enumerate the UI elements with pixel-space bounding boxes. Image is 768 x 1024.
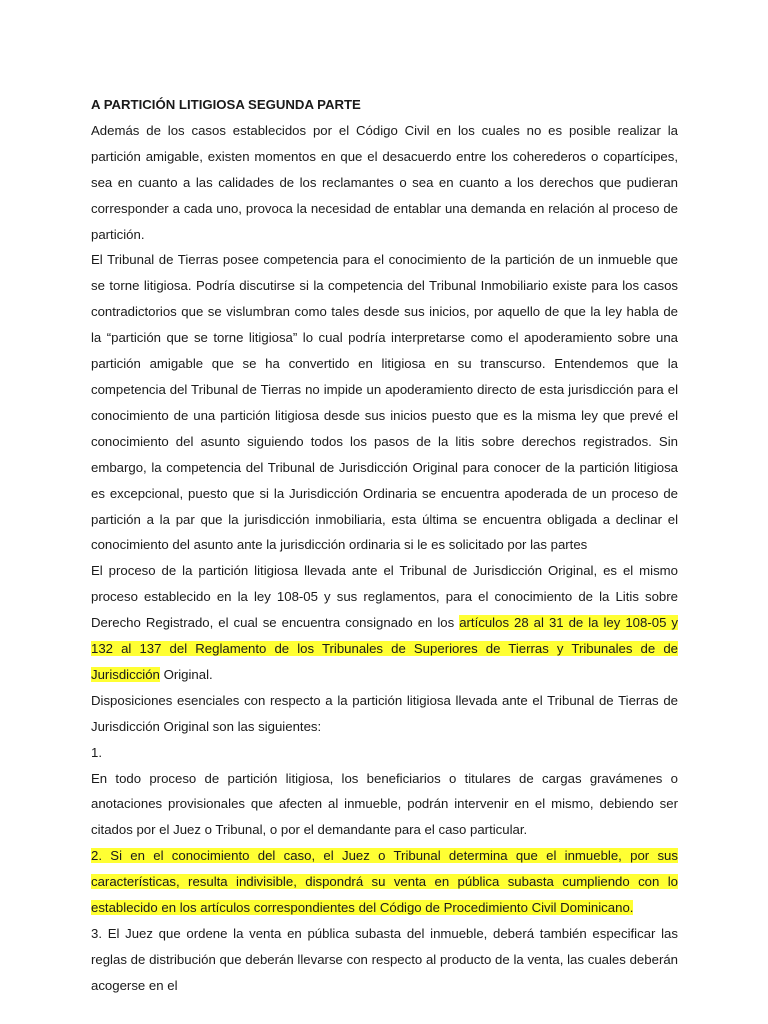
paragraph-3: [91, 558, 678, 688]
list-item-3-number: 3.: [91, 926, 102, 941]
list-item-3: [91, 921, 678, 999]
list-item-1-text: En todo proceso de partición litigiosa, los beneficiarios o titulares de cargas gravámenes o anotaciones provisionales que afecten al inmueble, podrán intervenir en el mismo, debiendo ser citados por el Juez o Tribunal, o por el demandante para el caso particular.: [91, 770, 678, 838]
list-item-2-number: 2.: [91, 848, 102, 864]
document-body: [91, 92, 678, 999]
paragraph-1: Además de los casos establecidos por el Código Civil en los cuales no es posible realizar la partición amigable, existen momentos en que el desacuerdo entre los coherederos o copartícipes, sea en cuanto a las calidades de los reclamantes o sea en cuanto a los derechos que pudieran corresponder a cada uno, provoca la necesidad de entablar una demanda en relación al proceso de partición.: [91, 122, 678, 242]
paragraph-2: El Tribunal de Tierras posee competencia para el conocimiento de la partición de un inmueble que se torne litigiosa. Podría discutirse si la competencia del Tribunal Inmobiliario existe para los casos contradictorios que se vislumbran como tales desde sus inicios, por aquello de que la ley habla de la “partición que se torne litigiosa” lo cual podría interpretarse como el apoderamiento sobre una partición amigable que se ha convertido en litigiosa en su transcurso. Entendemos que la competencia del Tribunal de Tierras no impide un apoderamiento directo de esta jurisdicción para el conocimiento de una partición litigiosa desde sus inicios puesto que es la misma ley que prevé el conocimiento del asunto siguiendo todos los pasos de la litis sobre derechos registrados. Sin embargo, la competencia del Tribunal de Jurisdicción Original para conocer de la partición litigiosa es excepcional, puesto que si la Jurisdicción Ordinaria se encuentra apoderada de un proceso de partición a la par que la jurisdicción inmobiliaria, esta última se encuentra obligada a declinar el conocimiento del asunto ante la jurisdicción ordinaria si le es solicitado por las partes: [91, 252, 678, 553]
list-item-1-number: 1.: [91, 744, 102, 760]
paragraph-3-text-before: El proceso de la partición litigiosa llevada ante el Tribunal de Jurisdicción Original, es el mismo proceso establecido en la ley 108-05 y sus reglamentos, para el conocimiento de la Litis sobre Derecho Registrado, el cual se encuentra consignado en los: [91, 563, 678, 631]
list-item-2: [91, 843, 678, 921]
paragraph-3-text-after: Original.: [159, 666, 213, 682]
paragraph-3-highlighted-citation: artículos 28 al 31 de la ley 108-05 y 132 al 137 del Reglamento de los Tribunales de Superiores de Tierras y Tribunales de de Jurisdicción: [91, 615, 678, 682]
list-item-3-text: El Juez que ordene la venta en pública subasta del inmueble, deberá también especificar las reglas de distribución que deberán llevarse con respecto al producto de la venta, las cuales deberán acogerse en el: [91, 926, 678, 993]
paragraph-4: Disposiciones esenciales con respecto a la partición litigiosa llevada ante el Tribunal de Tierras de Jurisdicción Original son las siguientes:: [91, 692, 678, 734]
document-title: A PARTICIÓN LITIGIOSA SEGUNDA PARTE: [91, 97, 361, 112]
list-item-2-text: Si en el conocimiento del caso, el Juez o Tribunal determina que el inmueble, por sus características, resulta indivisible, dispondrá su venta en pública subasta cumpliendo con lo establecido en los artículos correspondientes del Código de Procedimiento Civil Dominicano.: [91, 848, 678, 916]
